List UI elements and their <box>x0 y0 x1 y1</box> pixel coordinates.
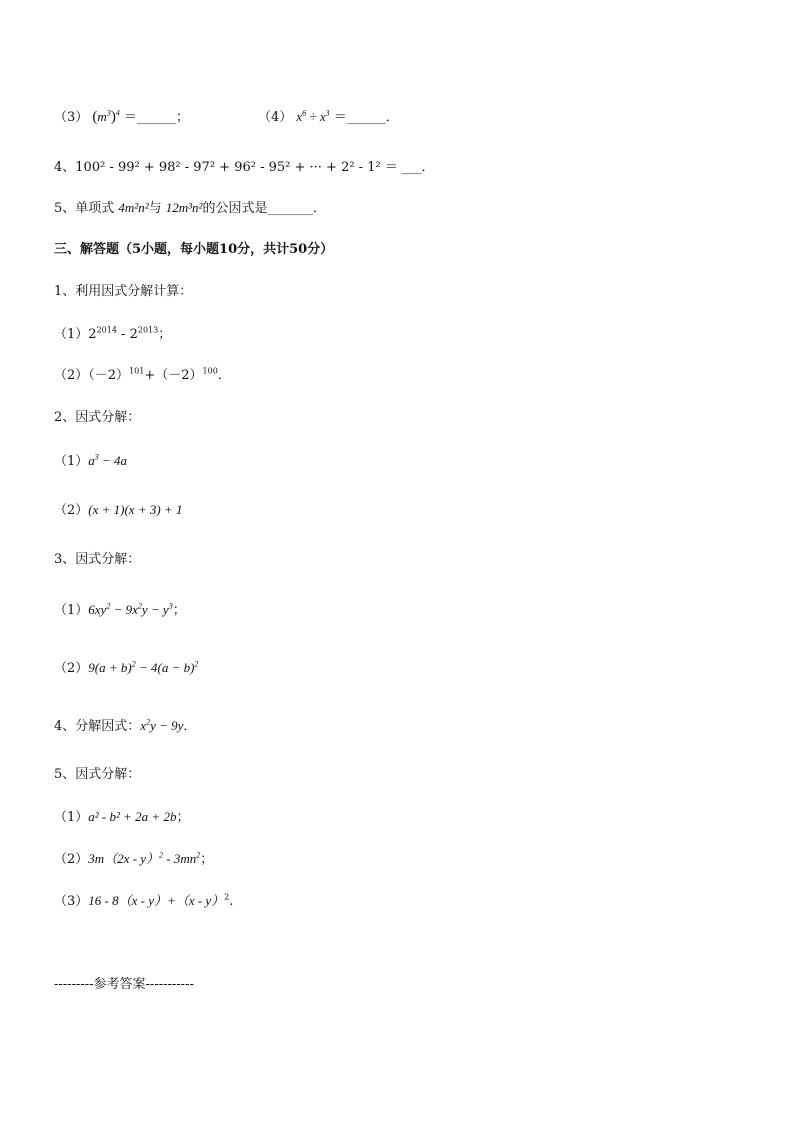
problem-3-title: 3、因式分解： <box>54 552 141 567</box>
q3-label: （3） <box>54 110 89 125</box>
monomial-1: 4m²n² <box>118 200 149 215</box>
fill-in-line-5: 5、单项式 4m²n²与 12m³n²的公因式是_______． <box>54 200 326 216</box>
section-heading: 三、解答题（5小题，每小题10分，共计50分） <box>54 242 334 257</box>
problem-5-part-a: （1）a² - b² + 2a + 2b； <box>54 809 190 825</box>
answer-divider: ---------参考答案----------- <box>54 977 194 992</box>
q3-blank: ＝______； <box>123 110 189 125</box>
q4-label: （4） <box>258 110 293 125</box>
problem-4: 4、分解因式：$x^2y - 9y$． <box>54 717 197 734</box>
problem-5-title: 5、因式分解： <box>54 767 141 782</box>
problem-2-title: 2、因式分解： <box>54 410 141 425</box>
q3-expression: $(m^3)^4$ <box>92 108 120 125</box>
problem-2-part-b: （2）(x + 1)(x + 3) + 1 <box>54 502 183 518</box>
fill-in-q4 <box>258 108 399 127</box>
line-4-expression: 100² - 99² + 98² - 97² + 96² - 95² + ··· + 2² - 1² ＝ ___． <box>75 160 435 175</box>
q4-blank: ＝______． <box>333 110 399 125</box>
problem-3-part-b: $(2)9(a + b)^2 - 4(a - b)^2$ <box>54 659 199 676</box>
problem-5-part-b: $(2)3m(2x - y)^2 - 3mn^2$； <box>54 850 214 867</box>
q4-expression: $x^6 \div x^3$ <box>296 108 330 124</box>
problem-3-part-a: $(1)6xy^2 - 9x^2y - y^3$； <box>54 601 186 618</box>
problem-1-part-b: $(2)(-2)^{101}+(-2)^{100}$． <box>54 366 231 383</box>
fill-in-row-3-4 <box>54 108 189 127</box>
fill-in-line-4: 4、100² - 99² + 98² - 97² + 96² - 95² + ··· + 2² - 1² ＝ ___． <box>54 160 435 175</box>
monomial-2: 12m³n² <box>165 200 203 215</box>
problem-5-part-c: （3）16 - 8（x - y）+（x - y）$^2$. <box>54 892 234 909</box>
problem-2-part-a: $(1)a^3 - 4a$ <box>54 452 128 469</box>
problem-1-part-a: $(1)2^{2014} - 2^{2013}$； <box>54 325 172 342</box>
problem-1-title: 1、利用因式分解计算： <box>54 284 193 299</box>
